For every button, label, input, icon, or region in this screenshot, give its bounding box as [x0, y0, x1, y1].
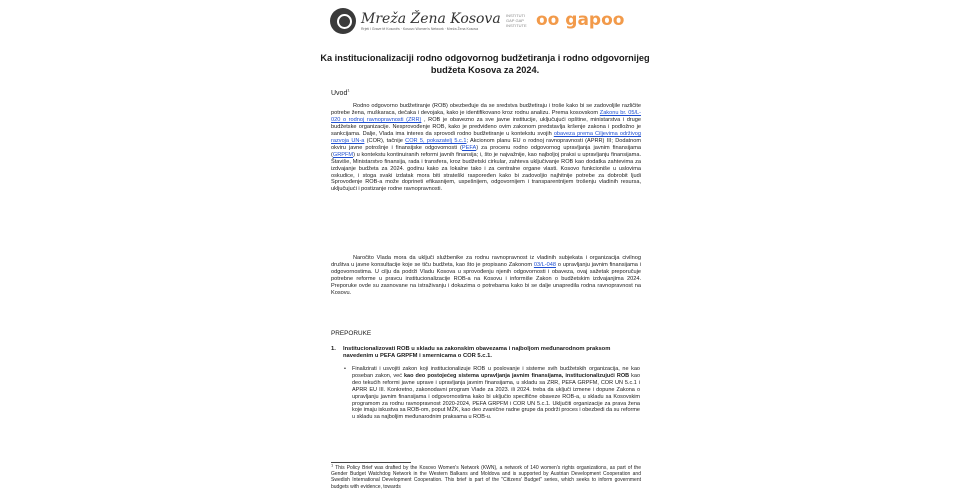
sdg-indicator-link[interactable]: COR 5, pokazatelj 5.c.1 — [405, 137, 467, 144]
intro-paragraph-2: Naročito Vlada mora da uključi službenike za rodnu ravnopravnost iz vladinih subjekata i organizacija civilnog društva u javne konsultacije koje se tiču budžeta, kao što je propisano Zakonom 03/L-048 o upravljanju javnim finansijama i odgovornostima. U cilju da podrži Vladu Kosova u sprovođenju njenih odgovornosti i obaveza, ovaj sažetak preporučuje potrebne reforme u pravcu institucionalizacije ROB-a na Kosovu i informiše Zakon o budžetskim izdvajanjima 2024. Preporuke ovde su zasnovane na istraživanju i dokazima o potrebama kako bi se dalje unapredila rodna ravnopravnost na Kosovu. — [331, 255, 641, 296]
bullet-icon: • — [344, 366, 346, 372]
recommendation-1 — [331, 346, 631, 360]
document-title: Ka institucionalizaciji rodno odgovornog budžetiranja i rodno odgovornijeg budžeta Kosova za 2024. — [320, 53, 650, 75]
law-link[interactable]: Zakonu br. 05/L-020 o rodnoj ravnopravnosti (ZRR) — [331, 109, 641, 123]
footnote-ref: 1 — [347, 87, 350, 93]
kwn-tagline: Rrjeti i Grave të Kosovës · Kosovo Women's Network · Mreža Žena Kosova — [361, 26, 479, 31]
pefa-link[interactable]: PEFA — [461, 144, 477, 151]
footnote-divider — [331, 462, 411, 463]
recommendation-text: Institucionalizovati ROB u skladu sa zakonskim obavezama i najboljom međunarodnom praksom navedenim u PEFA GRPFM i smernicama o COR 5.c.1. — [343, 346, 611, 359]
footnote: $^1$ This Policy Brief was drafted by the Kosovo Women's Network (KWN), a network of 140 women's rights organizations, as part of the Gender Budget Watchdog Network in the Western Balkans and Moldova and is supported by Austrian Development Cooperation and Swedish International Development Cooperation. This brief is part of the "Citizens' Budget" series, which seeks to inform government budgets with evidence, towards — [331, 462, 641, 490]
intro-paragraph-1: Rodno odgovorno budžetiranje (ROB) obezbeđuje da se sredstva budžetiraju i troše kako bi se zadovoljile različite potrebe žena, muškaraca, dečaka i devojaka, kako je identifikovano kroz rodnu analizu. Prema kosovskom Zakonu br. 05/L-020 o rodnoj ravnopravnosti (ZRR) , ROB je obavezno za sve javne institucije, uključujući opštine, ministarstva i druge budžetske organizacije. Nesprovođenje ROB, kako je predviđeno ovim zakonom predstavlja kršenje zakona i podložno je sankcijama. Dalje, Vlada ima interes da sprovodi rodno budžetiranje u kontekstu svojih obaveza prema Ciljevima održivog razvoja UN-a (COR), tačnije COR 5, pokazatelj 5.c.1; Akcionom planu EU o rodnoj ravnopravnosti (APRR) III; Dodatnom okviru javne potrošnje i finansijske odgovornosti (PEFA) za procenu rodno odgovornog upravljanja javnim finansijama (GRPFM) u kontekstu kontinuiranih reformi javnih finansija; i, što je najvažnije, kao najboljoj praksi u upravljanju finansijama. Štaviše, Ministarstvo finansija, rada i transfera, kroz budžetski cirkular, zahteva uključivanje ROB kao dodatka zahtevima za izdvajanje budžeta za 2024. godinu kako za lokalne tako i za centralne organe vlasti. Kosovo funkcioniše u uslovima oskudice, i stoga svaki izdatak mora biti strateški raspoređen kako bi zadovoljio najhitnije potrebe za dobrobit ljudi Sprovođenje ROB-a može doprineti efikasnijem, uspešnijem, odgovornijem i transparentnijem trošenju vladinih resursa, uključujući i postizanje rodne ravnopravnosti. — [331, 103, 641, 193]
grpfm-link[interactable]: GRPFM — [332, 151, 354, 158]
intro-heading: Uvod$^1$ — [331, 87, 350, 97]
gap-wordmark: oo gapoo — [536, 10, 625, 30]
sdg-link[interactable]: obaveza prema Ciljevima održivog razvoja UN-a — [331, 130, 641, 144]
gap-institute-label: INSTITUTI GAP GAP INSTITUTE — [506, 12, 527, 28]
recommendation-1-bullet: • Finalizirati i usvojiti zakon koji institucionalizuje ROB u poslovanje i sisteme svih budžetskih organizacija, ne kao poseban zakon, već kao deo postojećeg sistema upravljanja javnim finansijama, institucionalizujući ROB kao deo tekućih reformi javne uprave i upravljanja javnim finansijama, u skladu sa ZRR, PEFA GRPFM, COR UN 5.c.1 i APRR EU III. Konkretno, zakonodavni program Vlade za 2023. ili 2024. treba da uključi izmene i dopune Zakona o upravljanju javnim finansijama i odgovornostima kako bi uključio specifične obaveze ROB-a, u skladu sa Kosovskim programom za rodnu ravnopravnost 2020-2024, PEFA GRPFM i COR UN 5.c.1. Uključiti organizacije za prava žena koje imaju iskustva sa ROB-om, poput MŽK, kao deo zvanične radne grupe da podrži proces i obezbedi da su reforme u skladu sa najboljim međunarodnim praksama u ROB-u. — [344, 366, 641, 421]
kwn-name: Mreža Žena Kosova — [361, 10, 501, 27]
recommendation-number: 1. — [331, 346, 336, 352]
gap-logo — [506, 10, 624, 30]
recommendations-heading: PREPORUKE — [331, 330, 372, 337]
kwn-emblem-icon — [330, 8, 356, 34]
kwn-logo — [330, 8, 501, 34]
law-03-l-048-link[interactable]: 03/L-048 — [533, 261, 556, 268]
